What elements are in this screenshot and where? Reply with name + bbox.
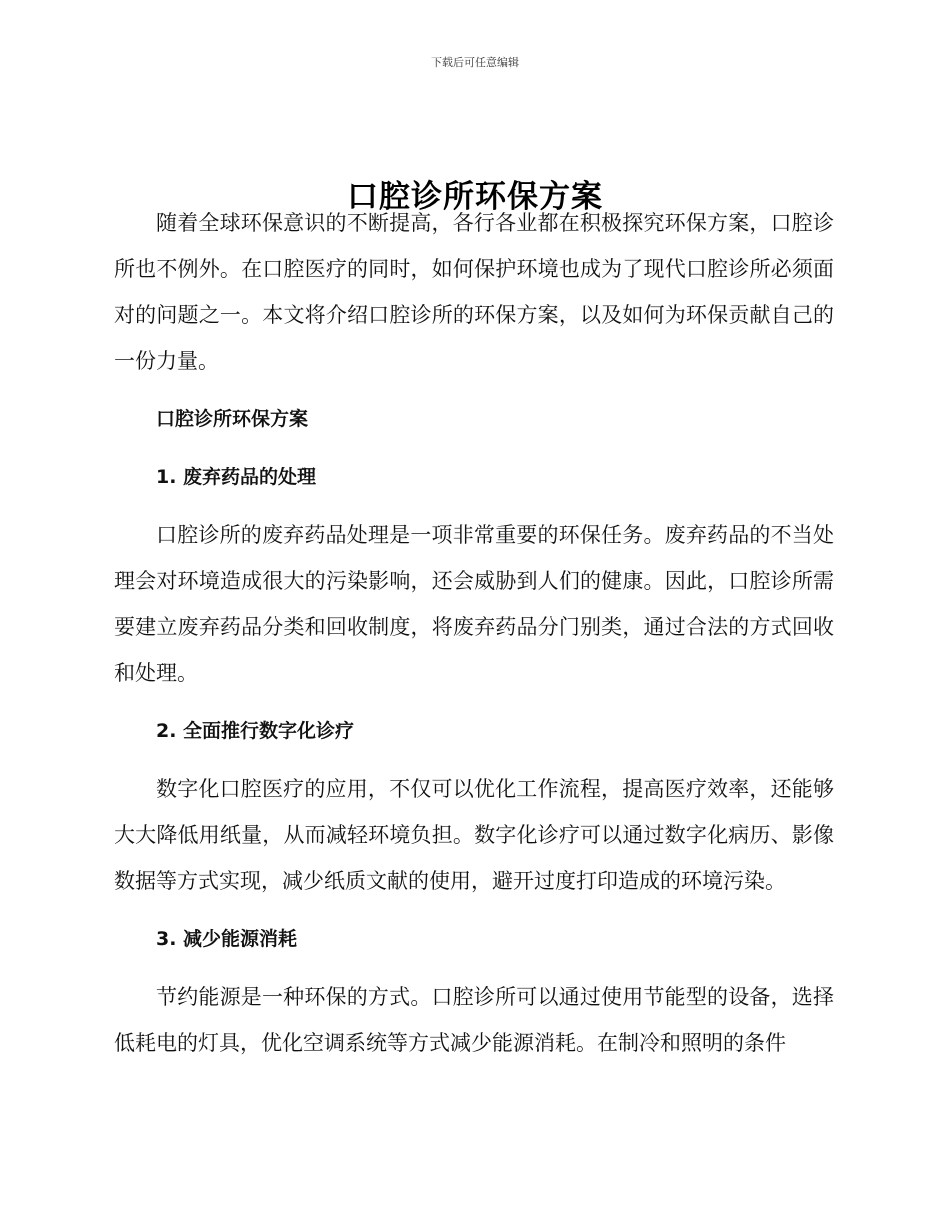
section-1-paragraph: 口腔诊所的废弃药品处理是一项非常重要的环保任务。废弃药品的不当处理会对环境造成很大的污染影响，还会威胁到人们的健康。因此，口腔诊所需要建立废弃药品分类和回收制度，将废弃药品分门别类，通过合法的方式回收和处理。 xyxy=(114,523,834,685)
document-body xyxy=(114,200,834,1066)
section-3-heading: 3. 减少能源消耗 xyxy=(156,928,298,950)
section-3-paragraph: 节约能源是一种环保的方式。口腔诊所可以通过使用节能型的设备，选择低耗电的灯具，优化空调系统等方式减少能源消耗。在制冷和照明的条件 xyxy=(114,985,834,1055)
section-heading-main: 口腔诊所环保方案 xyxy=(156,408,309,430)
intro-paragraph: 随着全球环保意识的不断提高，各行各业都在积极探究环保方案，口腔诊所也不例外。在口腔医疗的同时，如何保护环境也成为了现代口腔诊所必须面对的问题之一。本文将介绍口腔诊所的环保方案，以及如何为环保贡献自己的一份力量。 xyxy=(114,211,834,373)
header-note: 下载后可任意编辑 xyxy=(431,56,519,69)
section-2-heading: 2. 全面推行数字化诊疗 xyxy=(156,720,355,742)
document-title: 口腔诊所环保方案 xyxy=(347,178,603,215)
section-2-paragraph: 数字化口腔医疗的应用，不仅可以优化工作流程，提高医疗效率，还能够大大降低用纸量，从而减轻环境负担。数字化诊疗可以通过数字化病历、影像数据等方式实现，减少纸质文献的使用，避开过度打印造成的环境污染。 xyxy=(114,777,834,893)
section-1-heading: 1. 废弃药品的处理 xyxy=(156,466,317,488)
